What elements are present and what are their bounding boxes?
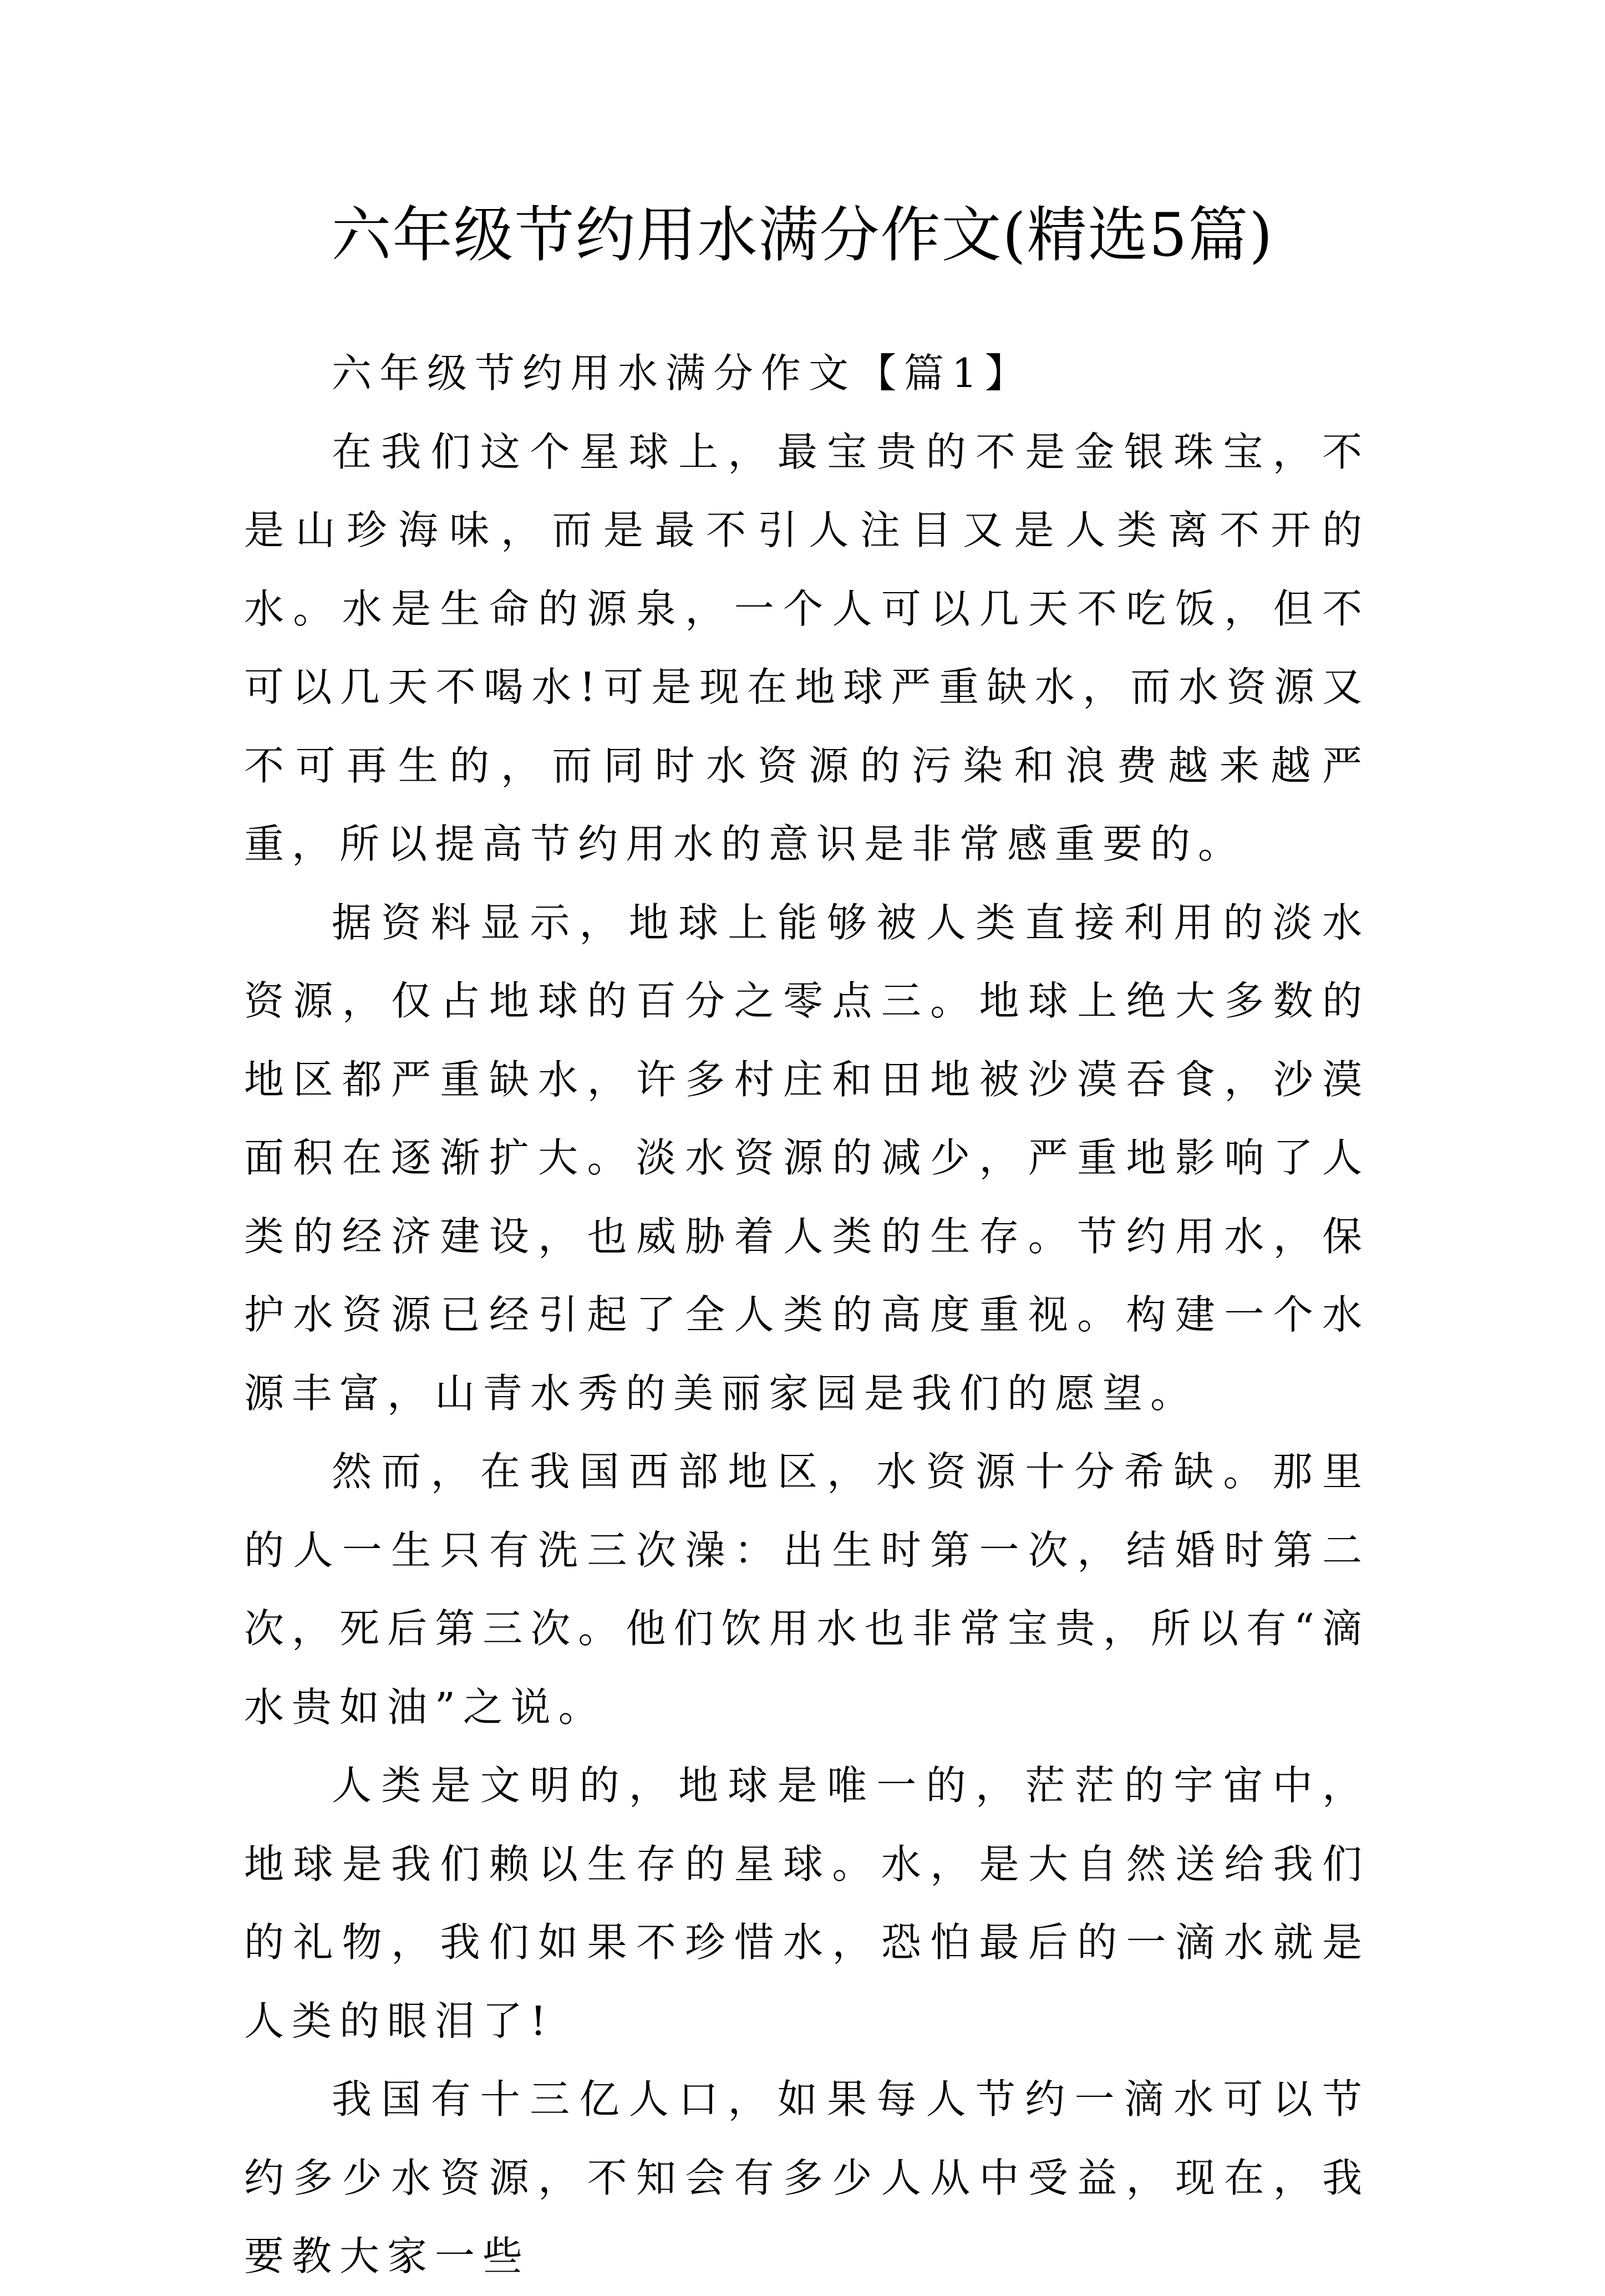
body-paragraph: 然而，在我国西部地区，水资源十分希缺。那里的人一生只有洗三次澡：出生时第一次，结婚时第二次，死后第三次。他们饮用水也非常宝贵，所以有“滴水贵如油”之说。 <box>244 1448 1370 1730</box>
body-paragraph: 据资料显示，地球上能够被人类直接利用的淡水资源，仅占地球的百分之零点三。地球上绝大多数的地区都严重缺水，许多村庄和田地被沙漠吞食，沙漠面积在逐渐扩大。淡水资源的减少，严重地影响了人类的经济建设，也威胁着人类的生存。节约用水，保护水资源已经引起了全人类的高度重视。构建一个水源丰富，山青水秀的美丽家园是我们的愿望。 <box>244 899 1370 1417</box>
body-paragraph: 在我们这个星球上，最宝贵的不是金银珠宝，不是山珍海味，而是最不引人注目又是人类离不开的水。水是生命的源泉，一个人可以几天不吃饭，但不可以几天不喝水!可是现在地球严重缺水，而水资源又不可再生的，而同时水资源的污染和浪费越来越严重，所以提高节约用水的意识是非常感重要的。 <box>244 428 1370 867</box>
body-paragraph: 人类是文明的，地球是唯一的，茫茫的宇宙中，地球是我们赖以生存的星球。水，是大自然送给我们的礼物，我们如果不珍惜水，恐怕最后的一滴水就是人类的眼泪了! <box>244 1762 1370 2044</box>
body-paragraph: 我国有十三亿人口，如果每人节约一滴水可以节约多少水资源，不知会有多少人从中受益，现在，我要教大家一些 <box>244 2076 1370 2279</box>
document-body <box>244 334 1370 2296</box>
section-heading: 六年级节约用水满分作文【篇1】 <box>332 350 1033 396</box>
document-title: 六年级节约用水满分作文(精选5篇) <box>331 201 1274 270</box>
